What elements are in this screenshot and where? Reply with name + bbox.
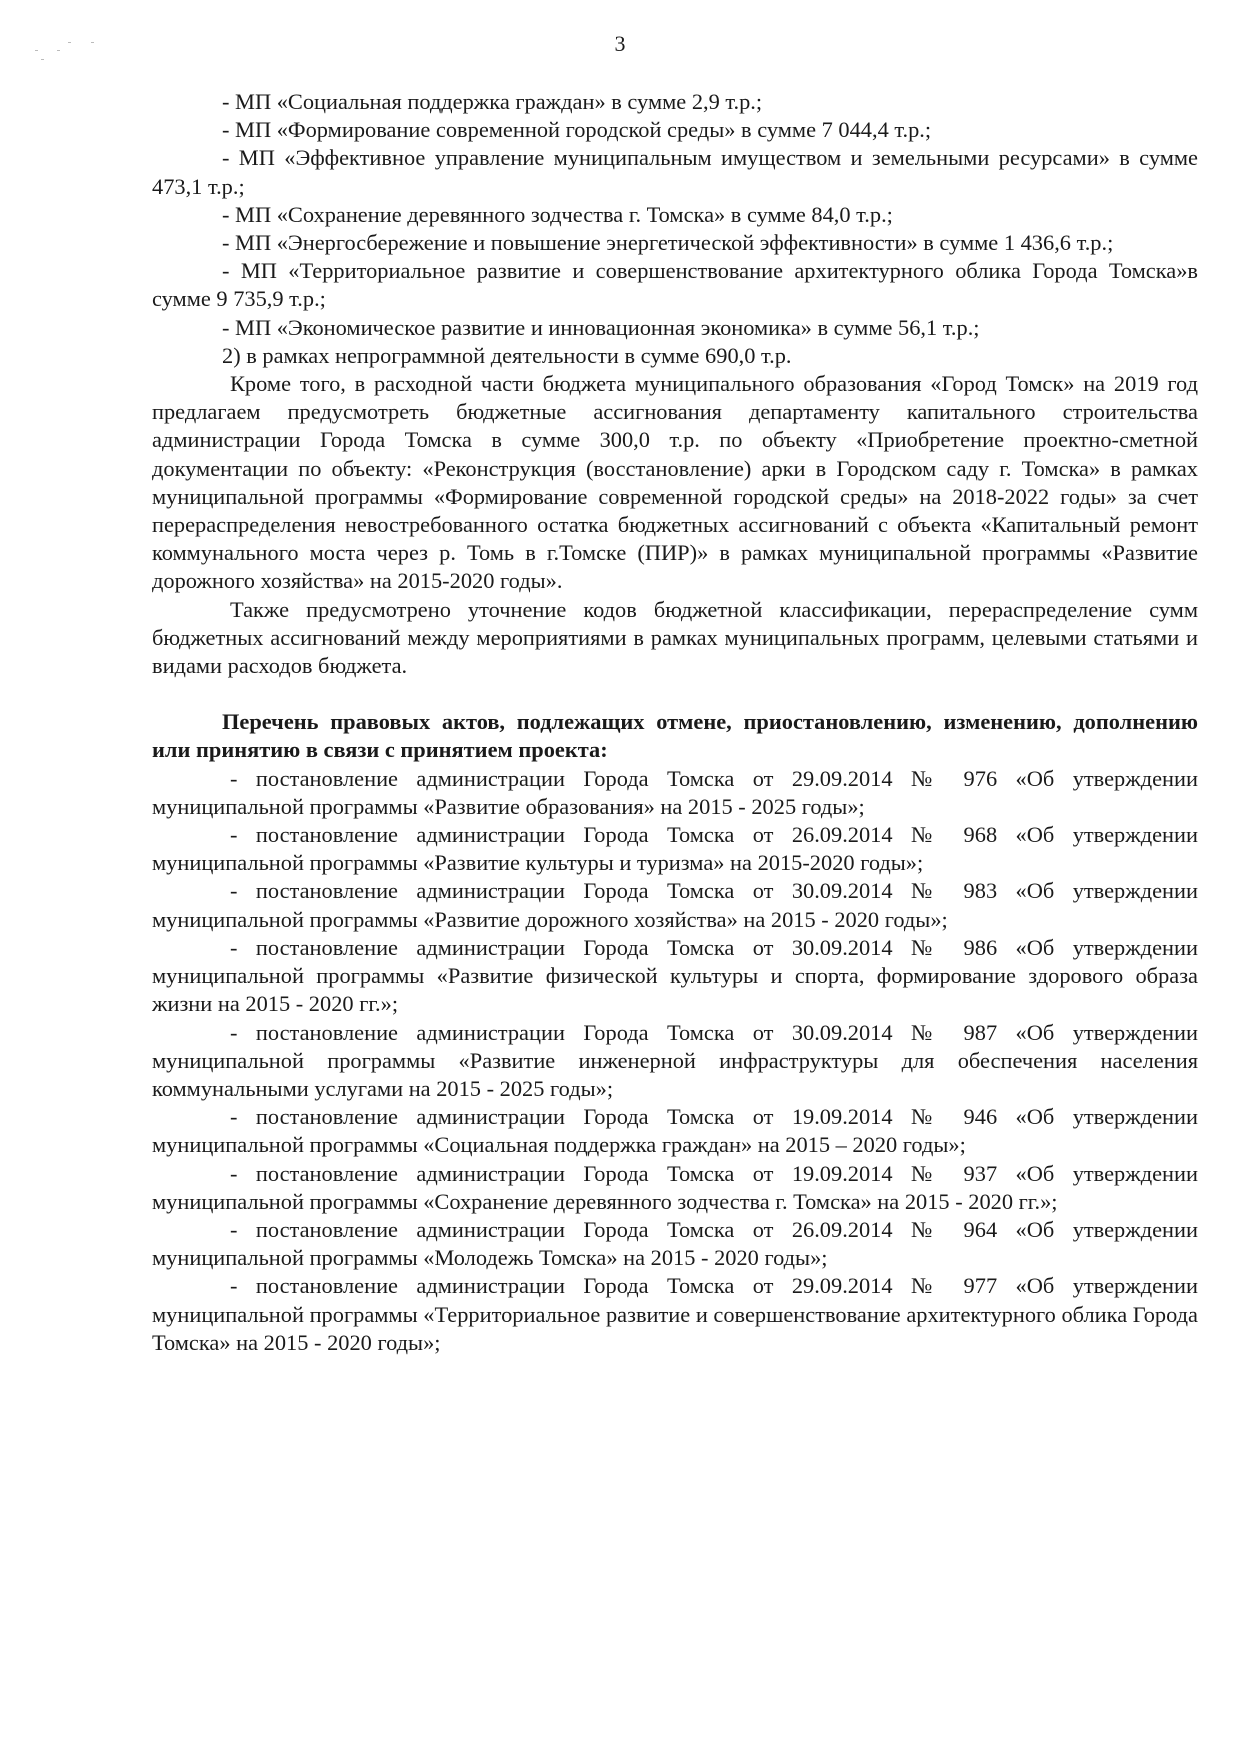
legal-act-item: - постановление администрации Города Томска от 29.09.2014 № 976 «Об утверждении муниципальной программы «Развитие образования» на 2015 - 2025 годы»; bbox=[152, 765, 1198, 819]
legal-act-item: - постановление администрации Города Томска от 30.09.2014 № 983 «Об утверждении муниципальной программы «Развитие дорожного хозяйства» на 2015 - 2020 годы»; bbox=[152, 878, 1198, 932]
section-heading: Перечень правовых актов, подлежащих отмене, приостановлению, изменению, дополнению или принятию в связи с принятием проекта: bbox=[152, 709, 1198, 763]
legal-act-item: - постановление администрации Города Томска от 30.09.2014 № 987 «Об утверждении муниципальной программы «Развитие инженерной инфраструктуры для обеспечения населения коммунальными услугами на 2015 - 2025 годы»; bbox=[152, 1019, 1198, 1101]
list-item: - МП «Эффективное управление муниципальным имуществом и земельными ресурсами» в сумме 473,1 т.р.; bbox=[152, 145, 1198, 199]
list-item: - МП «Формирование современной городской среды» в сумме 7 044,4 т.р.; bbox=[222, 117, 932, 143]
legal-act-item: - постановление администрации Города Томска от 26.09.2014 № 968 «Об утверждении муниципальной программы «Развитие культуры и туризма» на 2015-2020 годы»; bbox=[152, 822, 1198, 876]
legal-act-item: - постановление администрации Города Томска от 26.09.2014 № 964 «Об утверждении муниципальной программы «Молодежь Томска» на 2015 - 2020 годы»; bbox=[152, 1216, 1198, 1271]
paragraph-besides: Кроме того, в расходной части бюджета муниципального образования «Город Томск» на 2019 год предлагаем предусмотреть бюджетные ассигнования департаменту капитального строительства администрации Города Томска в сумме 300,0 т.р. по объекту «Приобретение проектно-сметной документации по объекту: «Реконструкция (восстановление) арки в Городском саду г. Томска» в рамках муниципальной программы «Формирование современной городской среды» на 2018-2022 годы» за счет перераспределения невостребованного остатка бюджетных ассигнований с объекта «Капитальный ремонт коммунального моста через р. Томь в г.Томске (ПИР)» в рамках муниципальной программы «Развитие дорожного хозяйства» на 2015-2020 годы». bbox=[152, 371, 1198, 594]
legal-act-item: - постановление администрации Города Томска от 19.09.2014 № 937 «Об утверждении муниципальной программы «Сохранение деревянного зодчества г. Томска» на 2015 - 2020 гг.»; bbox=[152, 1160, 1198, 1214]
list-item: - МП «Территориальное развитие и совершенствование архитектурного облика Города Томска»в сумме 9 735,9 т.р.; bbox=[152, 258, 1198, 312]
list-item: - МП «Социальная поддержка граждан» в сумме 2,9 т.р.; bbox=[222, 89, 763, 114]
legal-act-item: - постановление администрации Города Томска от 29.09.2014 № 977 «Об утверждении муниципальной программы «Территориальное развитие и совершенствование архитектурного облика Города Томска» на 2015 - 2020 годы»; bbox=[152, 1273, 1198, 1355]
list-item: - МП «Экономическое развитие и инновационная экономика» в сумме 56,1 т.р.; bbox=[222, 314, 980, 340]
document-body bbox=[152, 88, 1198, 1357]
legal-act-item: - постановление администрации Города Томска от 19.09.2014 № 946 «Об утверждении муниципальной программы «Социальная поддержка граждан» на 2015 – 2020 годы»; bbox=[152, 1104, 1198, 1158]
spacer bbox=[152, 680, 1198, 708]
list-item: - МП «Сохранение деревянного зодчества г. Томска» в сумме 84,0 т.р.; bbox=[222, 201, 893, 227]
paragraph-also: Также предусмотрено уточнение кодов бюджетной классификации, перераспределение сумм бюджетных ассигнований между мероприятиями в рамках муниципальных программ, целевыми статьями и видами расходов бюджета. bbox=[152, 596, 1198, 679]
non-program-item: 2) в рамках непрограммной деятельности в сумме 690,0 т.р. bbox=[222, 342, 792, 368]
page-number: 3 bbox=[614, 31, 626, 56]
list-item: - МП «Энергосбережение и повышение энергетической эффективности» в сумме 1 436,6 т.р.; bbox=[222, 230, 1114, 256]
legal-act-item: - постановление администрации Города Томска от 30.09.2014 № 986 «Об утверждении муниципальной программы «Развитие физической культуры и спорта, формирование здорового образа жизни на 2015 - 2020 гг.»; bbox=[152, 934, 1198, 1017]
